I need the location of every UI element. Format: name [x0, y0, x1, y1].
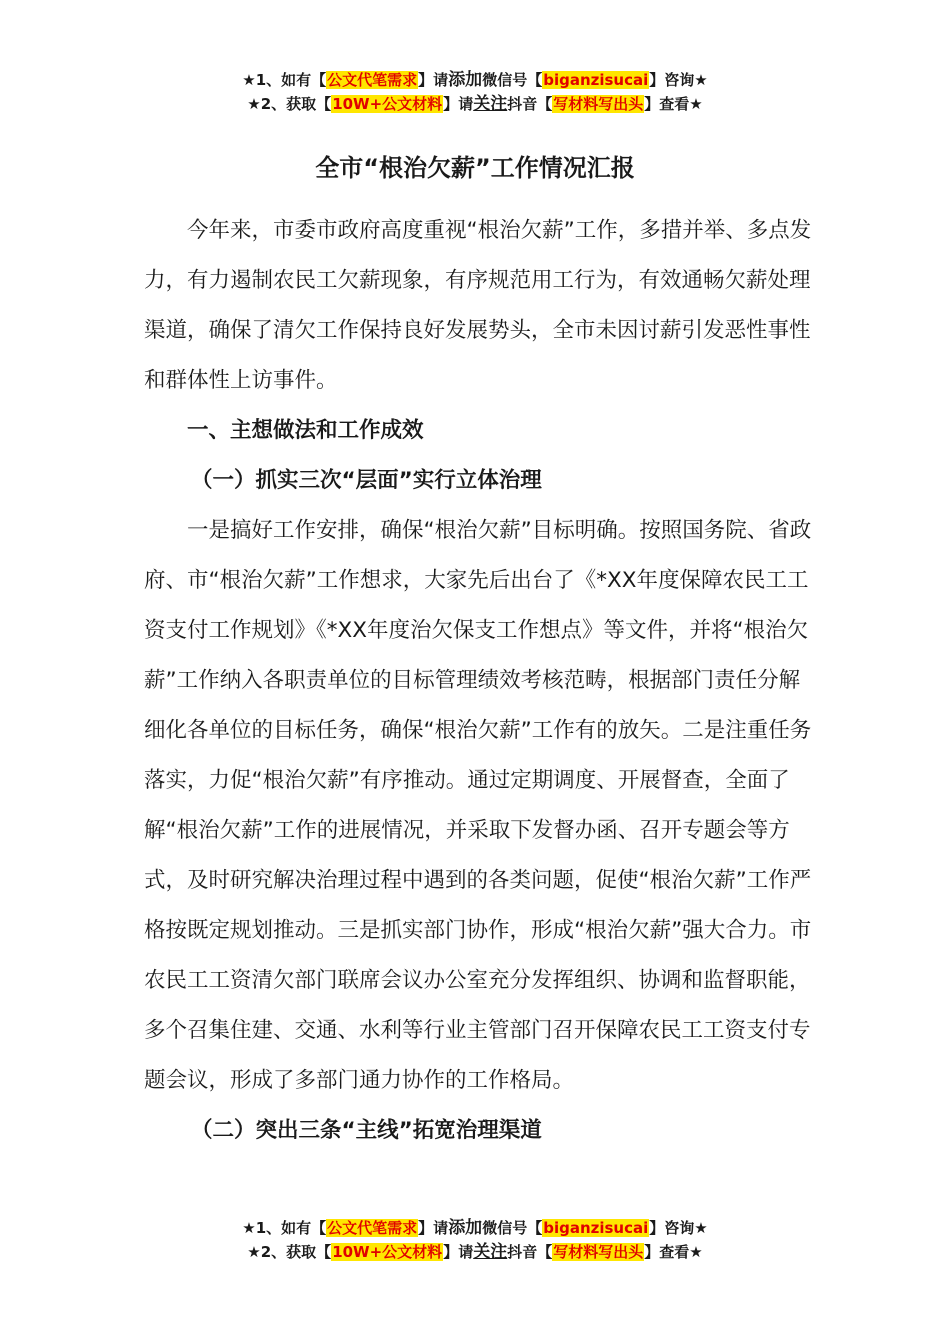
- subsection-heading-2: （二）突出三条“主线”拓宽治理渠道: [191, 1118, 542, 1143]
- promo-text: ★2、获取【: [247, 95, 332, 113]
- promo-text: 】请: [418, 71, 449, 89]
- promo-line-1: [0, 68, 950, 92]
- promo-line-1: [0, 1216, 950, 1240]
- promo-highlight: 10W+公文材料: [332, 1243, 443, 1261]
- promo-highlight: 公文代笔需求: [327, 71, 418, 89]
- wechat-id-highlight: biganzisucai: [543, 1219, 649, 1237]
- promo-emphasis: 添加: [448, 1218, 483, 1238]
- promo-text: 】咨询★: [649, 71, 708, 89]
- promo-text: 微信号【: [482, 71, 543, 89]
- promo-text: 微信号【: [482, 1219, 543, 1237]
- promo-text: 】查看★: [644, 95, 703, 113]
- promo-text: 】请: [443, 95, 474, 113]
- promo-text: 】请: [418, 1219, 449, 1237]
- promo-text: ★1、如有【: [242, 71, 327, 89]
- section-heading-1: 一、主想做法和工作成效: [187, 418, 424, 443]
- promo-highlight: 10W+公文材料: [332, 95, 443, 113]
- document-body: [144, 206, 814, 1156]
- body-paragraph: 一是搞好工作安排，确保“根治欠薪”目标明确。按照国务院、省政府、市“根治欠薪”工作想求，大家先后出台了《*XX年度保障农民工工资支付工作规划》《*XX年度治欠保支工作想点》等文件，并将“根治欠薪”工作纳入各职责单位的目标管理绩效考核范畴，根据部门责任分解细化各单位的目标任务，确保“根治欠薪”工作有的放矢。二是注重任务落实，力促“根治欠薪”有序推动。通过定期调度、开展督查，全面了解“根治欠薪”工作的进展情况，并采取下发督办函、召开专题会等方式，及时研究解决治理过程中遇到的各类问题，促使“根治欠薪”工作严格按既定规划推动。三是抓实部门协作，形成“根治欠薪”强大合力。市农民工工资清欠部门联席会议办公室充分发挥组织、协调和监督职能，多个召集住建、交通、水利等行业主管部门召开保障农民工工资支付专题会议，形成了多部门通力协作的工作格局。: [144, 518, 812, 1093]
- document-title: 全市“根治欠薪”工作情况汇报: [315, 154, 635, 182]
- top-promo-banner: [0, 68, 950, 116]
- promo-text: 】请: [443, 1243, 474, 1261]
- promo-text: 抖音【: [507, 95, 553, 113]
- promo-line-2: [0, 1240, 950, 1264]
- douyin-id-highlight: 写材料写出头: [553, 1243, 644, 1261]
- promo-emphasis: 添加: [448, 70, 483, 90]
- promo-text: ★2、获取【: [247, 1243, 332, 1261]
- douyin-id-highlight: 写材料写出头: [553, 95, 644, 113]
- promo-emphasis: 关注: [473, 1242, 508, 1262]
- promo-highlight: 公文代笔需求: [327, 1219, 418, 1237]
- promo-line-2: [0, 92, 950, 116]
- subsection-heading-1: （一）抓实三次“层面”实行立体治理: [191, 468, 542, 493]
- promo-emphasis: 关注: [473, 94, 508, 114]
- promo-text: 抖音【: [507, 1243, 553, 1261]
- promo-text: ★1、如有【: [242, 1219, 327, 1237]
- promo-text: 】咨询★: [649, 1219, 708, 1237]
- intro-paragraph: 今年来，市委市政府高度重视“根治欠薪”工作，多措并举、多点发力，有力遏制农民工欠薪现象，有序规范用工行为，有效通畅欠薪处理渠道，确保了清欠工作保持良好发展势头，全市未因讨薪引发恶性事性和群体性上访事件。: [144, 218, 812, 393]
- promo-text: 】查看★: [644, 1243, 703, 1261]
- wechat-id-highlight: biganzisucai: [543, 71, 649, 89]
- bottom-promo-banner: [0, 1216, 950, 1264]
